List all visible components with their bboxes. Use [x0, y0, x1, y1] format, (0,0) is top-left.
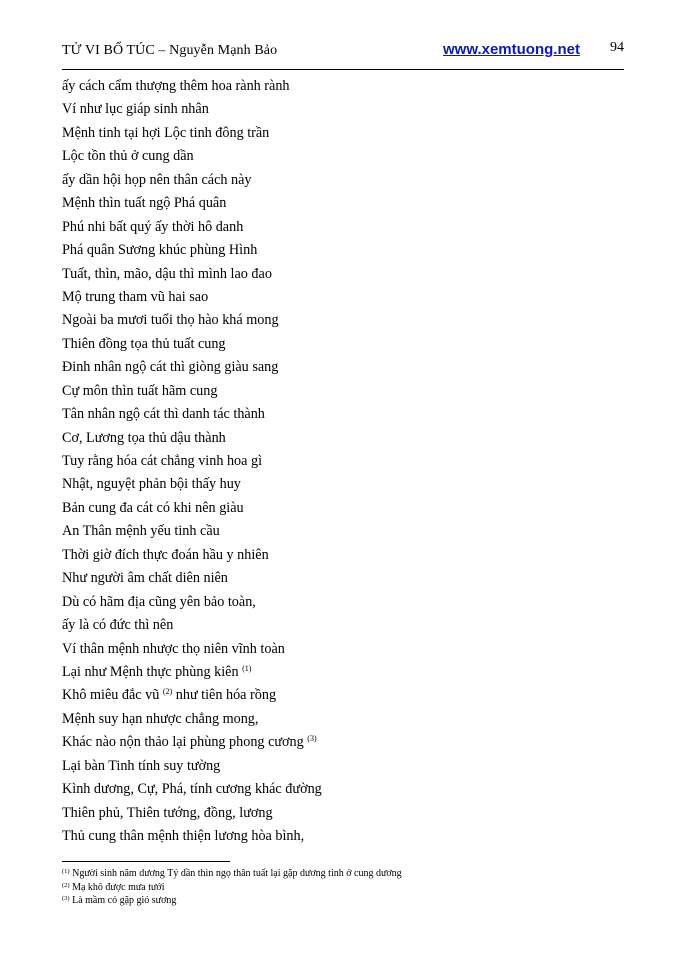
poem-line-with-footnote-ref [62, 661, 622, 684]
poem-line: Kình dương, Cự, Phá, tính cương khác đường [62, 781, 322, 798]
footnote-ref-3[interactable]: (3) [307, 734, 317, 744]
footnote-ref-2[interactable]: (2) [162, 687, 173, 697]
website-link[interactable]: www.xemtuong.net [443, 41, 580, 58]
footnote-text: Là mầm cỏ gặp gió sương [69, 895, 177, 906]
line-text: như tiên hóa rồng [172, 687, 277, 704]
poem-line: Mộ trung tham vũ hai sao [62, 288, 209, 305]
poem-line: An Thân mệnh yếu tinh cầu [62, 523, 220, 540]
footnote-mark: (1) [62, 868, 70, 875]
footnote-text: Mạ khô được mưa tưới [69, 881, 165, 893]
line-text: Lại như Mệnh thực phùng kiên [62, 663, 243, 680]
footnote-1 [62, 867, 622, 881]
footnote-2 [62, 881, 622, 895]
poem-line: Thời giờ đích thực đoán hầu y nhiên [62, 546, 269, 563]
poem-line: ấy dần hội họp nên thân cách này [62, 171, 252, 188]
poem-line: Như người âm chất diên niên [62, 570, 228, 587]
poem-line: Nhật, nguyệt phản bội thấy huy [62, 476, 241, 493]
footnote-ref-1[interactable]: (1) [242, 663, 252, 673]
poem-line: Cơ, Lương tọa thủ dậu thành [62, 429, 226, 446]
poem-body [62, 75, 622, 848]
poem-line: Đinh nhân ngộ cát thì giòng giàu sang [62, 359, 279, 376]
poem-line: Thiên phủ, Thiên tướng, đồng, lương [62, 804, 273, 821]
poem-line: Bản cung đa cát có khi nên giàu [62, 499, 244, 516]
page-header [62, 40, 628, 70]
poem-line-with-footnote-ref [62, 684, 622, 707]
poem-line: Mệnh tinh tại hợi Lộc tinh đông trần [62, 124, 270, 141]
footnote-3 [62, 894, 622, 908]
footnote-text: Người sinh năm dương Tý dần thìn ngọ thân tuất lại gặp dương tinh ở cung dương [69, 868, 402, 879]
footnote-mark: (3) [62, 895, 70, 902]
line-text: Khô miêu đắc vũ [62, 687, 163, 704]
poem-line: Lộc tồn thủ ở cung dần [62, 148, 194, 165]
footnote-divider [62, 861, 230, 862]
poem-line: ấy là có đức thì nên [62, 617, 174, 634]
poem-line: Ngoài ba mươi tuổi thọ hào khá mong [62, 312, 279, 329]
poem-line: Phá quân Sương khúc phùng Hình [62, 242, 258, 259]
line-text: Khác nào nộn thảo lại phùng phong cương [62, 734, 308, 751]
header-title: TỬ VI BỔ TÚC – Nguyễn Mạnh Bảo [62, 43, 278, 58]
poem-line: Tân nhân ngộ cát thì danh tác thành [62, 406, 265, 423]
poem-line-with-footnote-ref [62, 731, 622, 754]
poem-line: Cự môn thìn tuất hãm cung [62, 382, 218, 399]
poem-line: Tuất, thìn, mão, dậu thì mình lao đao [62, 265, 272, 282]
poem-line: Ví như lục giáp sinh nhân [62, 101, 209, 118]
header-divider [62, 69, 624, 70]
poem-line: Lại bàn Tinh tính suy tường [62, 757, 221, 774]
poem-line: Ví thân mệnh nhược thọ niên vĩnh toàn [62, 640, 285, 657]
poem-line: Dù có hãm địa cũng yên bảo toàn, [62, 593, 256, 610]
footnotes [62, 867, 622, 908]
poem-line: Mệnh suy hạn nhược chẳng mong, [62, 710, 259, 727]
footnote-mark: (2) [62, 881, 70, 889]
poem-line: Mệnh thìn tuất ngộ Phá quân [62, 195, 227, 212]
poem-line: Thiên đồng tọa thủ tuất cung [62, 335, 226, 352]
poem-line: ấy cách cẩm thượng thêm hoa rành rành [62, 78, 290, 94]
poem-line: Phú nhi bất quý ấy thời hô danh [62, 218, 244, 235]
page-number: 94 [610, 40, 624, 55]
poem-line: Tuy rằng hóa cát chẳng vinh hoa gì [62, 453, 263, 469]
poem-line: Thủ cung thân mệnh thiện lương hòa bình, [62, 828, 305, 844]
